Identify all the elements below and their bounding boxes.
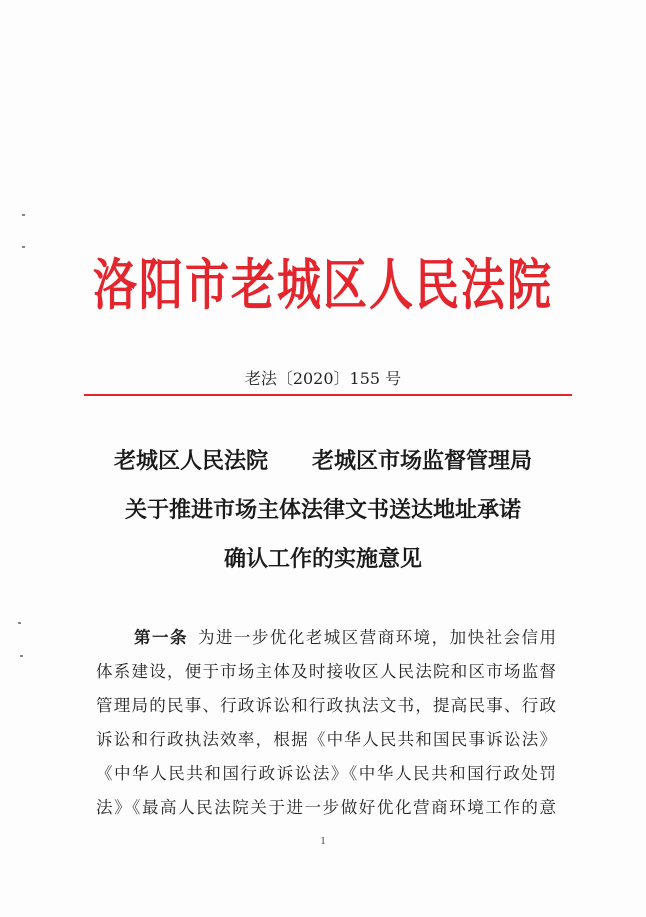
scan-mark <box>22 214 25 216</box>
article-first-line <box>134 624 556 648</box>
document-title-line-2: 关于推进市场主体法律文书送达地址承诺 <box>124 497 521 523</box>
body-line: 诉讼和行政执法效率，根据《中华人民共和国民事诉讼法》 <box>96 730 556 749</box>
article-label: 第一条 <box>134 628 188 647</box>
red-separator-line <box>84 394 572 396</box>
body-line: 《中华人民共和国行政诉讼法》《中华人民共和国行政处罚 <box>96 764 556 783</box>
scan-mark <box>18 622 21 624</box>
body-line: 管理局的民事、行政诉讼和行政执法文书，提高民事、行政 <box>96 696 556 715</box>
document-number: 老法〔2020〕155 号 <box>244 369 402 388</box>
body-text: 为进一步优化老城区营商环境，加快社会信用 <box>197 628 557 647</box>
page-number: 1 <box>320 836 326 847</box>
issuer-masthead: 洛阳市老城区人民法院 <box>93 253 553 318</box>
scan-mark <box>20 655 23 657</box>
body-line: 法》《最高人民法院关于进一步做好优化营商环境工作的意 <box>96 798 556 817</box>
document-title-line-1: 老城区人民法院 老城区市场监督管理局 <box>113 448 532 474</box>
document-title-line-3: 确认工作的实施意见 <box>223 546 422 572</box>
body-line: 体系建设，便于市场主体及时接收区人民法院和区市场监督 <box>96 662 556 681</box>
